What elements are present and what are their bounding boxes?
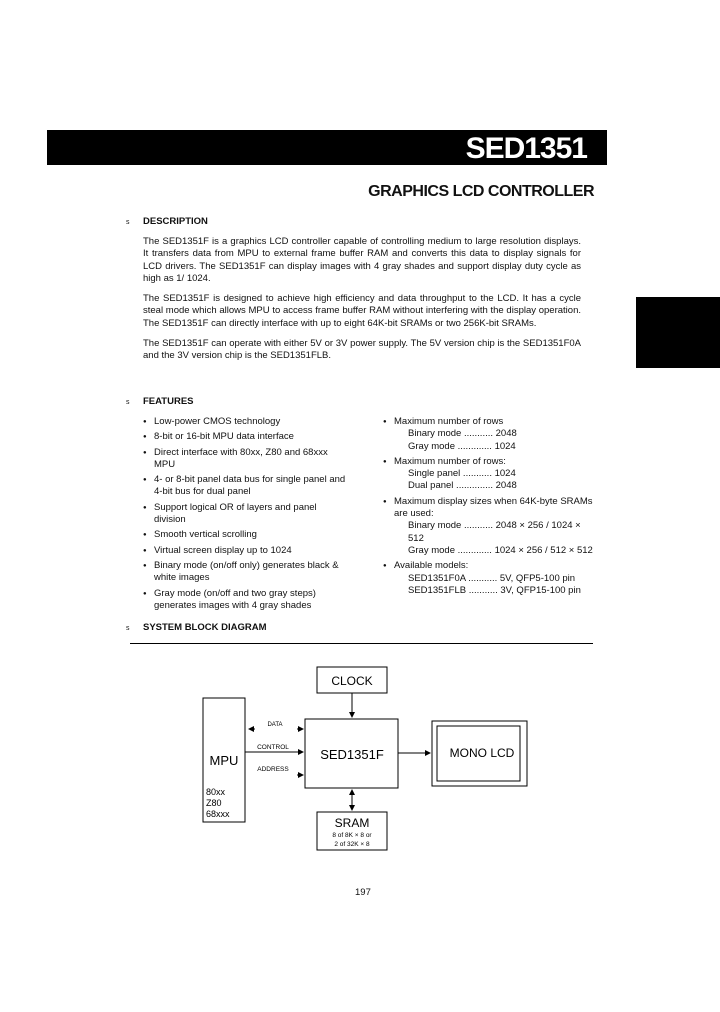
address-label: ADDRESS [257, 766, 289, 773]
feature-spec-row: Binary mode ........... 2048 [408, 428, 517, 440]
feature-spec-row: Single panel ........... 1024 [408, 468, 516, 480]
page-title: GRAPHICS LCD CONTROLLER [368, 183, 594, 200]
feature-spec-row: Gray mode ............. 1024 [408, 440, 516, 452]
description-paragraph-2: The SED1351F is designed to achieve high efficiency and data throughput to the LCD. It has a cycle steal mode which allows MPU to access frame buffer RAM without interfering with the display operation. The SED1351F can directly interface with up to eight 64K-bit SRAMs or two 256K-bit SRAMs. [143, 293, 581, 329]
feature-item: ● Binary mode (on/off only) generates black & white images [143, 560, 348, 585]
clock-label: CLOCK [331, 674, 373, 688]
heading-text: FEATURES [143, 396, 194, 407]
feature-spec-row: SED1351F0A ........... 5V, QFP5-100 pin [408, 572, 576, 584]
mpu-type: 68xxx [206, 809, 230, 819]
feature-spec-row: SED1351FLB ........... 3V, QFP15-100 pin [408, 584, 581, 596]
feature-item: ● Support logical OR of layers and panel division [143, 502, 348, 527]
heading-text: SYSTEM BLOCK DIAGRAM [143, 622, 267, 633]
feature-label: ● Maximum display sizes when 64K-byte SRAMs are used: [394, 495, 593, 520]
mpu-label: MPU [209, 753, 239, 768]
sram-label: SRAM [334, 816, 370, 830]
sram-detail: 8 of 8K × 8 or [332, 832, 372, 839]
controller-label: SED1351F [320, 747, 384, 762]
feature-item: ● Virtual screen display up to 1024 [143, 545, 348, 557]
feature-item: ● Direct interface with 80xx, Z80 and 68xxx MPU [143, 447, 348, 472]
feature-item: ● 8-bit or 16-bit MPU data interface [143, 431, 348, 443]
feature-label: ● Maximum number of rows: [394, 455, 506, 467]
feature-item: ● Gray mode (on/off and two gray steps) generates images with 4 gray shades [143, 588, 348, 613]
sram-detail: 2 of 32K × 8 [334, 841, 370, 848]
heading-text: DESCRIPTION [143, 216, 208, 227]
feature-item: ● 4- or 8-bit panel data bus for single panel and 4-bit bus for dual panel [143, 474, 348, 499]
section-bullet: s [126, 219, 130, 226]
mpu-type: Z80 [206, 798, 222, 808]
chip-name: SED1351 [465, 132, 587, 165]
description-paragraph-3: The SED1351F can operate with either 5V or 3V power supply. The 5V version chip is the SED1351F0A and the 3V version chip is the SED1351FLB. [143, 338, 581, 362]
feature-label: ● Available models: [394, 560, 469, 572]
description-paragraph-1: The SED1351F is a graphics LCD controller capable of controlling medium to large resolution displays. It transfers data from MPU to external frame buffer RAM and converts this data to display signals for LCD drivers. The SED1351F can display images with 4 gray shades and support display duty cycle as high as 1/ 1024. [143, 236, 581, 284]
feature-label: ● Maximum number of rows [394, 416, 504, 427]
page-number: 197 [355, 887, 371, 898]
feature-spec-row: Gray mode ............. 1024 × 256 / 512 × 512 [408, 544, 593, 556]
lcd-label: MONO LCD [449, 746, 515, 760]
feature-spec-row: Dual panel .............. 2048 [408, 480, 517, 492]
section-bullet: s [126, 625, 130, 632]
data-label: DATA [267, 722, 283, 728]
section-bullet: s [126, 399, 130, 406]
mpu-type: 80xx [206, 787, 226, 797]
feature-item: ● Smooth vertical scrolling [143, 529, 348, 541]
feature-spec-row: Binary mode ........... 2048 × 256 / 1024 × 512 [408, 520, 581, 544]
feature-item: ● Low-power CMOS technology [143, 416, 348, 428]
control-label: CONTROL [257, 744, 289, 751]
